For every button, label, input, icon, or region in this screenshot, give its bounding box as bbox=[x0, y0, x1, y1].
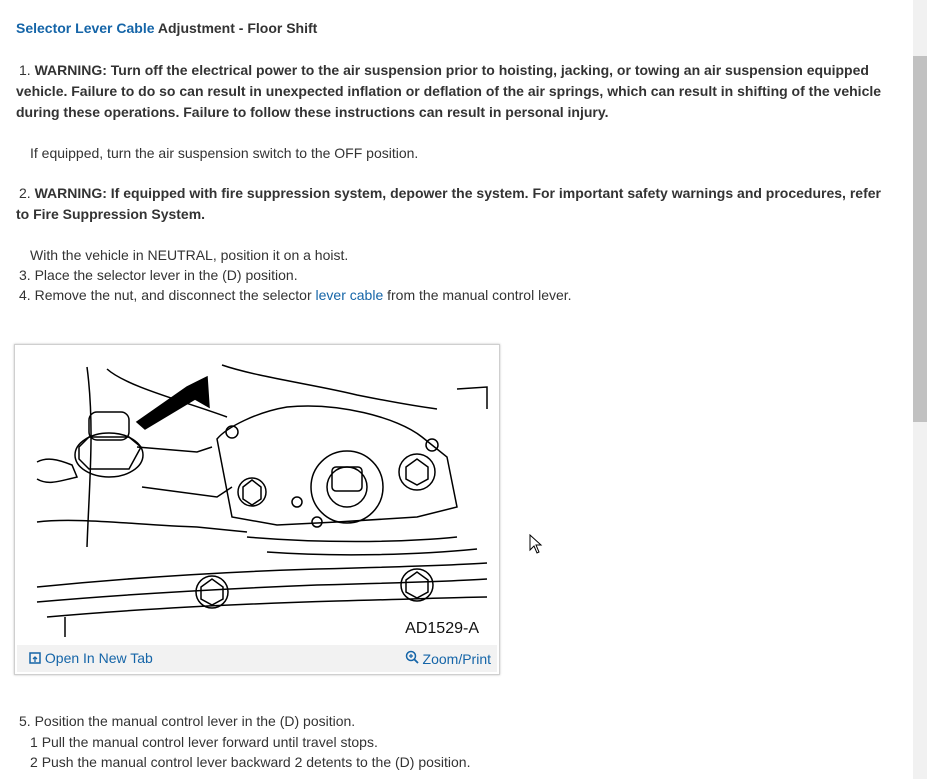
step-2-warning bbox=[16, 183, 886, 225]
open-in-new-tab-label: Open In New Tab bbox=[44, 650, 153, 666]
step-1-text: If equipped, turn the air suspension switch to the OFF position. bbox=[30, 145, 419, 161]
step-1-warning bbox=[16, 60, 886, 123]
step-5-1-text: Pull the manual control lever forward until travel stops. bbox=[41, 734, 378, 750]
step-4-text-post: from the manual control lever. bbox=[383, 287, 572, 303]
step-5-2 bbox=[16, 752, 470, 772]
zoom-print-label: Zoom/Print bbox=[422, 651, 491, 667]
step-2-text: With the vehicle in NEUTRAL, position it on a hoist. bbox=[30, 247, 349, 263]
figure-code: AD1529-A bbox=[405, 620, 479, 637]
step-5-1 bbox=[16, 732, 378, 752]
scrollbar-thumb[interactable] bbox=[913, 56, 927, 422]
step-3 bbox=[16, 265, 298, 285]
title-rest: Adjustment - Floor Shift bbox=[154, 20, 318, 36]
zoom-icon bbox=[405, 651, 423, 667]
page-title bbox=[16, 20, 317, 36]
step-2-number: 2. bbox=[19, 185, 31, 201]
open-in-new-tab-button[interactable] bbox=[29, 650, 153, 666]
step-5-2-text: Push the manual control lever backward 2 detents to the (D) position. bbox=[41, 754, 471, 770]
step-4 bbox=[16, 285, 572, 305]
selector-lever-cable-link[interactable]: Selector Lever Cable bbox=[16, 20, 155, 36]
step-5-number: 5. bbox=[19, 713, 31, 729]
transmission-drawing bbox=[17, 347, 497, 645]
step-5 bbox=[16, 711, 355, 731]
step-5-1-number: 1 bbox=[30, 734, 38, 750]
step-4-number: 4. bbox=[19, 287, 31, 303]
transmission-illustration bbox=[17, 347, 497, 645]
illustration-figure[interactable] bbox=[14, 344, 500, 675]
open-tab-icon bbox=[29, 650, 45, 666]
step-2-warning-text: WARNING: If equipped with fire suppression system, depower the system. For important safety warnings and procedures, refer to Fire Suppression System. bbox=[16, 185, 881, 222]
lever-cable-link[interactable]: lever cable bbox=[315, 287, 384, 303]
step-3-text: Place the selector lever in the (D) position. bbox=[34, 267, 298, 283]
step-1-number: 1. bbox=[19, 62, 31, 78]
step-1-warning-text: WARNING: Turn off the electrical power to the air suspension prior to hoisting, jacking, or towing an air suspension equipped vehicle. Failure to do so can result in unexpected inflation or deflation of the air springs, which can result in shifting of the vehicle during these operations. Failure to follow these instructions can result in personal injury. bbox=[16, 62, 882, 120]
step-4-text-pre: Remove the nut, and disconnect the selector bbox=[34, 287, 316, 303]
step-3-number: 3. bbox=[19, 267, 31, 283]
vertical-scrollbar[interactable] bbox=[913, 0, 927, 779]
mouse-cursor-icon bbox=[529, 534, 543, 557]
zoom-print-button[interactable] bbox=[405, 650, 491, 667]
step-5-text: Position the manual control lever in the (D) position. bbox=[34, 713, 356, 729]
step-5-2-number: 2 bbox=[30, 754, 38, 770]
figure-toolbar bbox=[17, 645, 497, 672]
